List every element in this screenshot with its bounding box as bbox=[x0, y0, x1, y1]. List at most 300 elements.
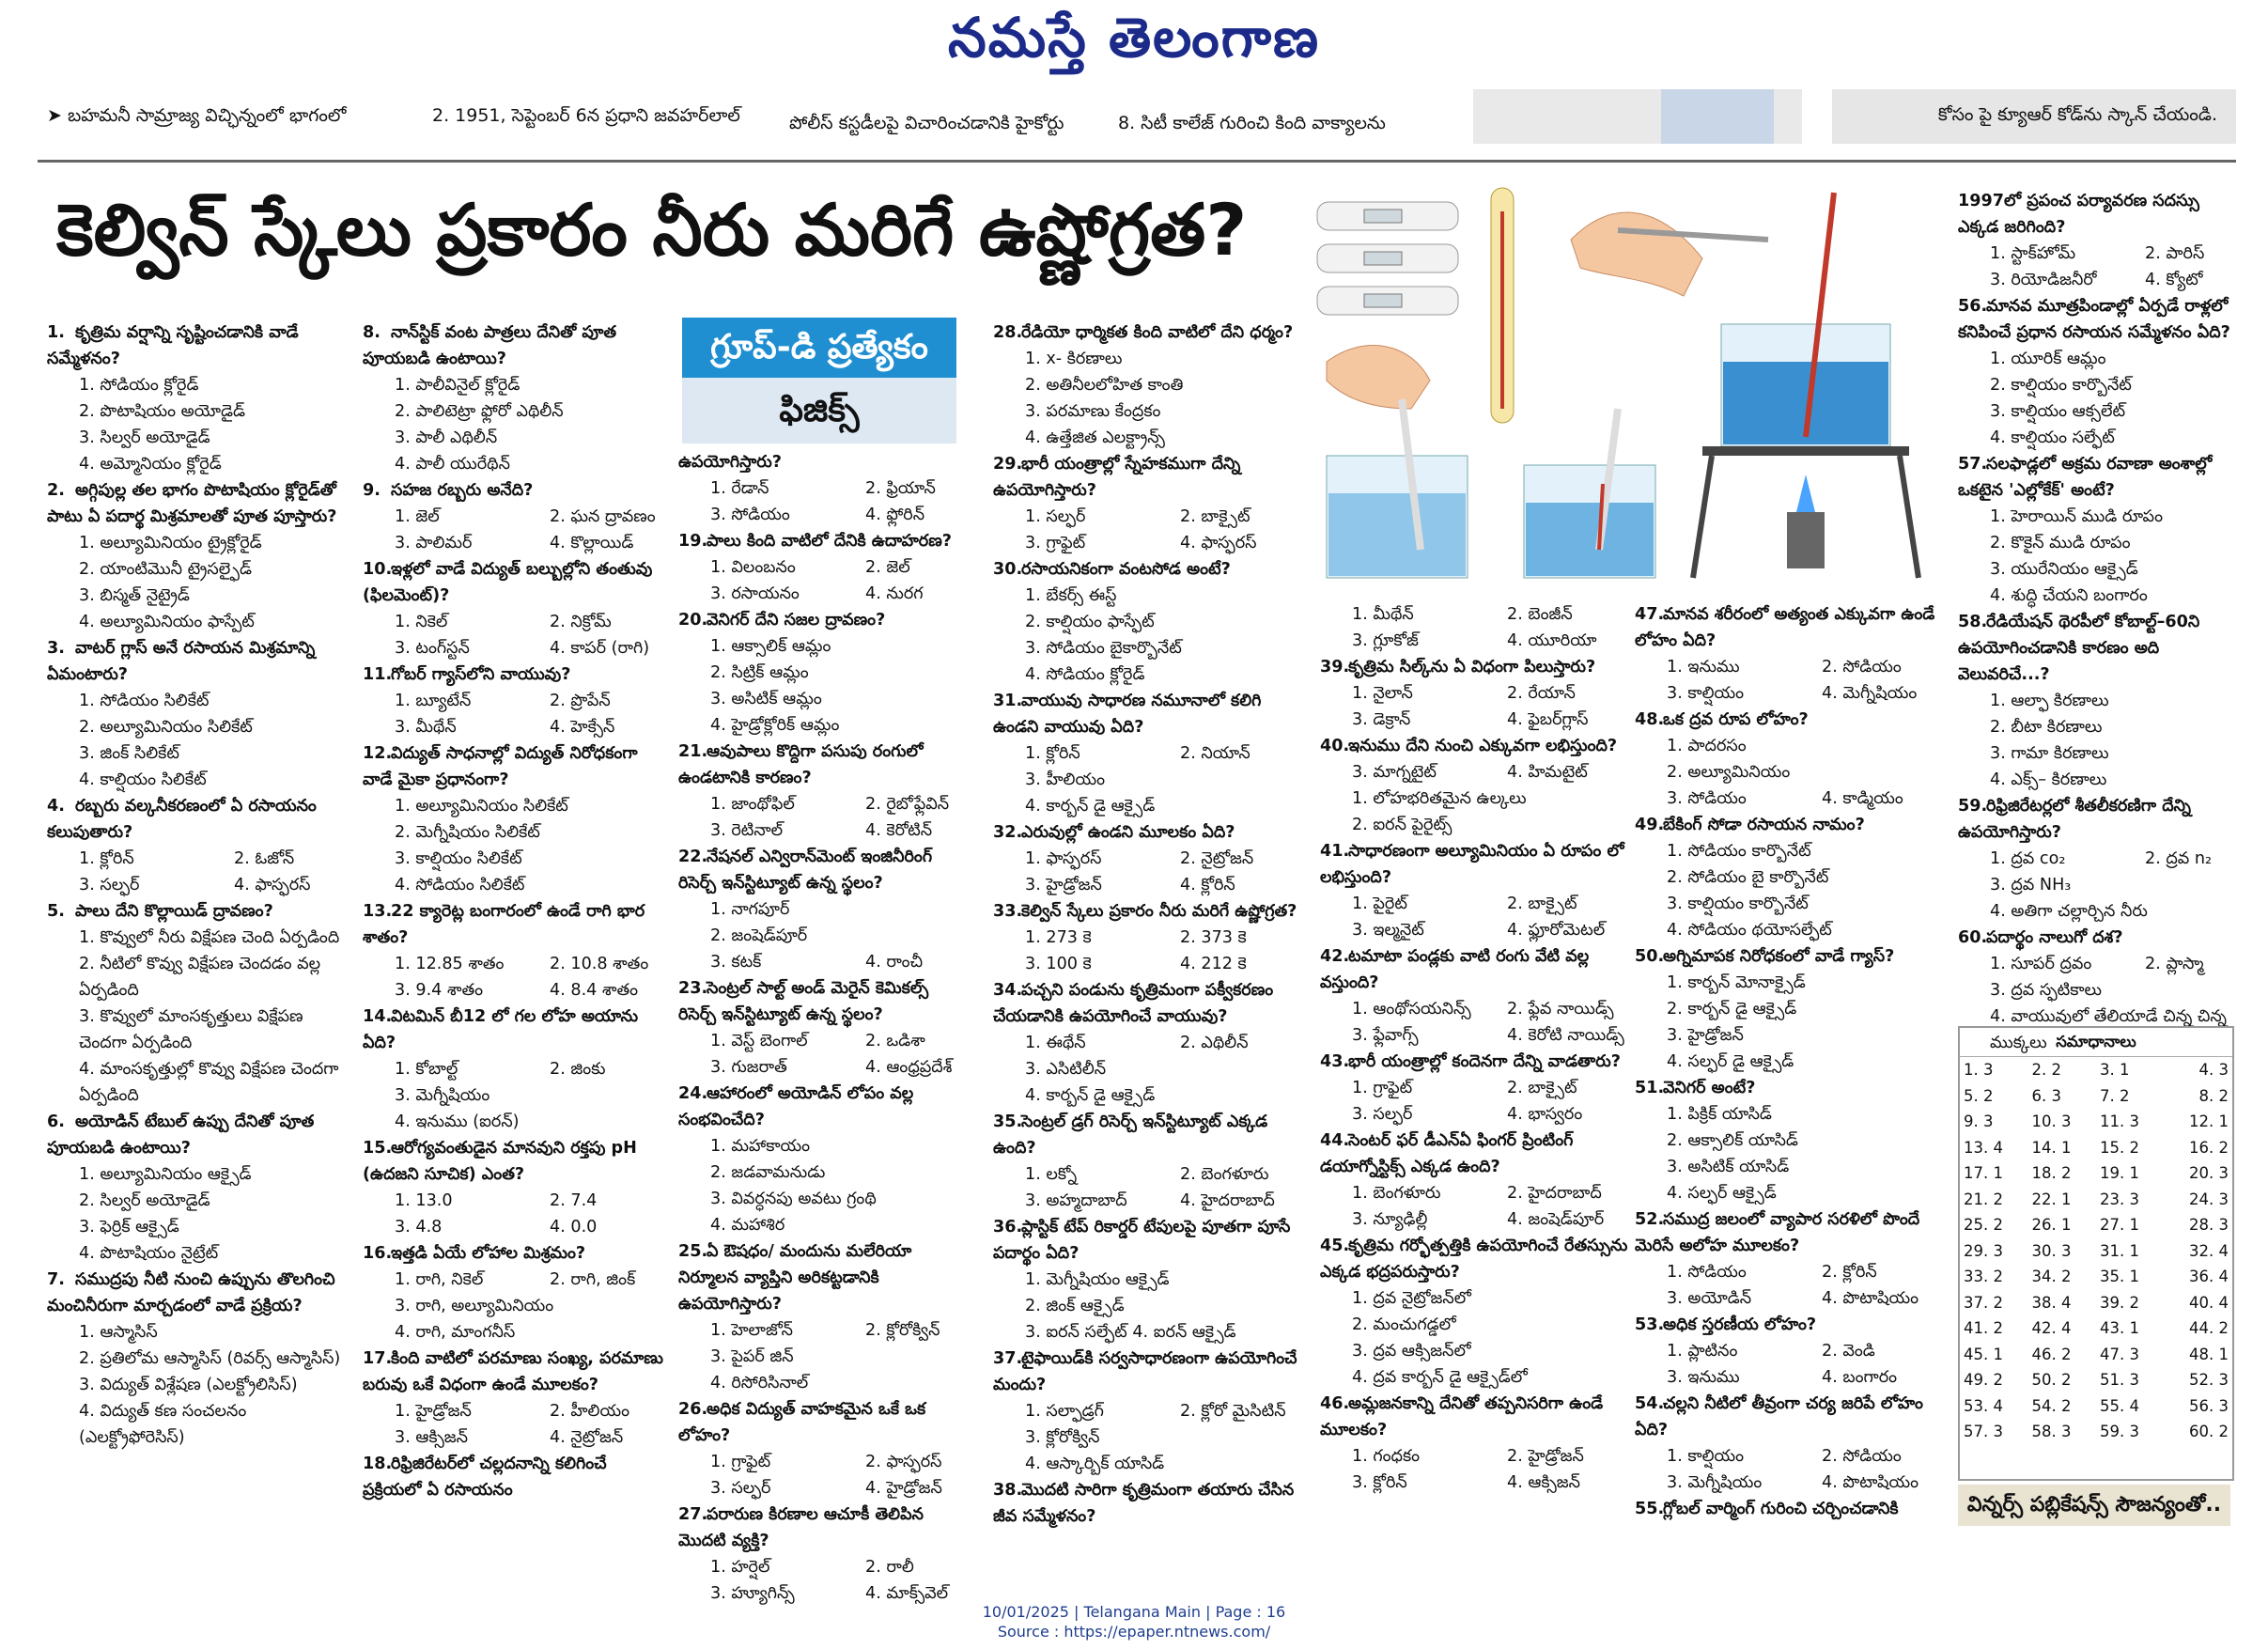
footer-date-line: 10/01/2025 | Telangana Main | Page : 16 bbox=[982, 1603, 1286, 1621]
option: 4. ఫైబర్‌గ్లాస్ bbox=[1507, 710, 1589, 729]
option: 2. నీటిలో కొవ్వు విక్షేపణ చెందడం వల్ల ఏర్పడింది bbox=[79, 955, 321, 1000]
option: 2. అతినీలలోహిత కాంతి bbox=[1025, 376, 1184, 395]
question-number: 56. bbox=[1958, 297, 1988, 316]
question-line bbox=[1635, 1496, 1945, 1522]
option: 1. హెరాయిన్ ముడి రూపం bbox=[1990, 507, 2163, 526]
question-block bbox=[1635, 943, 1945, 1075]
option: 3. రాగి, అల్యూమినియం bbox=[395, 1297, 554, 1315]
option: 2. బాక్సైట్ bbox=[1507, 895, 1577, 913]
option: 4. అతిగా చల్లార్చిన నీరు bbox=[1990, 902, 2148, 921]
question-block bbox=[363, 1451, 663, 1503]
answer-cell: 26. 1 bbox=[2031, 1216, 2072, 1235]
answer-cell: 33. 2 bbox=[1964, 1268, 2003, 1286]
question-block bbox=[47, 635, 348, 793]
question-block bbox=[1958, 793, 2240, 925]
question-text: నాన్‌స్టిక్ వంట పాత్రలు దేనితో పూత పూయబడి ఉంటాయి? bbox=[363, 323, 617, 368]
question-block bbox=[993, 451, 1303, 556]
answer-row bbox=[1960, 1135, 2232, 1161]
question-text: కృత్రిమ వర్షాన్ని సృష్టించడానికి వాడే సమ్మేళనం? bbox=[47, 323, 299, 368]
question-line bbox=[678, 607, 960, 633]
option: 3. పాలీ ఎథిలీన్ bbox=[395, 428, 498, 447]
option: 1. యూరిక్ ఆమ్లం bbox=[1990, 350, 2106, 368]
question-number: 11. bbox=[363, 665, 393, 684]
option: 2. నియాన్ bbox=[1180, 744, 1251, 763]
answer-cell: 25. 2 bbox=[1964, 1216, 2003, 1235]
beaker-icon bbox=[1327, 399, 1655, 578]
section-badge bbox=[682, 318, 956, 443]
question-block bbox=[363, 1346, 663, 1451]
answer-row bbox=[1960, 1057, 2232, 1083]
question-line bbox=[363, 898, 663, 951]
option-row bbox=[993, 1188, 1303, 1214]
question-line bbox=[993, 1109, 1303, 1161]
question-block bbox=[1635, 601, 1945, 707]
question-line bbox=[1635, 1075, 1945, 1101]
question-block bbox=[363, 661, 663, 740]
question-number: 24. bbox=[678, 1084, 708, 1103]
option: 3. గ్లూకోజ్ bbox=[1352, 631, 1419, 650]
question-line bbox=[993, 819, 1303, 846]
option-row bbox=[678, 554, 960, 581]
answer-key bbox=[1958, 1026, 2234, 1481]
option: 3. ఎసిటిలీన్ bbox=[1025, 1060, 1107, 1079]
answer-cell: 14. 1 bbox=[2031, 1138, 2072, 1157]
answer-row bbox=[1960, 1393, 2232, 1420]
question-number: 23. bbox=[678, 979, 708, 998]
qr-note bbox=[1832, 89, 2236, 144]
answer-table bbox=[1960, 1057, 2232, 1445]
option-row bbox=[1320, 996, 1630, 1022]
option: 2. బెంగళూరు bbox=[1180, 1165, 1269, 1184]
question-text: విద్యుత్ సాధనాల్లో విద్యుత్ నిరోధకంగా వాడే మైకా ప్రధానంగా? bbox=[363, 744, 638, 789]
option: 3. మీథేన్ bbox=[395, 718, 457, 737]
option: 4. అల్యూమినియం ఫాస్పేట్ bbox=[79, 613, 255, 631]
option: 2. ప్రతిలోమ ఆస్మాసిస్ (రివర్స్ ఆస్మాసిస్) bbox=[79, 1349, 341, 1368]
option: 1. జాంథోఫిల్ bbox=[710, 795, 795, 814]
question-text: అయోడిన్ టేబుల్ ఉప్పు దేనితో పూత పూయబడి ఉంటాయి? bbox=[47, 1112, 315, 1158]
option: 4. సోడియం థయోసల్ఫేట్ bbox=[1667, 921, 1832, 940]
question-number: 44. bbox=[1320, 1131, 1350, 1150]
answer-cell: 11. 3 bbox=[2100, 1112, 2139, 1131]
option: 2. పారిస్ bbox=[2145, 244, 2205, 263]
question-block bbox=[678, 1501, 960, 1607]
option-row bbox=[993, 740, 1303, 767]
option-row bbox=[1320, 680, 1630, 707]
question-block bbox=[1320, 838, 1630, 943]
question-number: 22. bbox=[678, 848, 708, 866]
question-block bbox=[678, 844, 960, 975]
answer-cell: 52. 3 bbox=[2189, 1371, 2229, 1390]
answer-cell: 44. 2 bbox=[2189, 1319, 2229, 1338]
option: 4. సోడియం క్లోరైడ్ bbox=[1025, 665, 1145, 684]
option: 3. ఇల్మనైట్ bbox=[1352, 921, 1424, 940]
question-block bbox=[993, 688, 1303, 819]
option-row bbox=[1635, 654, 1945, 680]
option-row bbox=[363, 609, 663, 635]
option: 2. క్లోరోక్విన్ bbox=[865, 1321, 940, 1340]
option: 2. ఆక్సాలిక్ యాసిడ్ bbox=[1667, 1131, 1798, 1150]
option: 1. పిక్రిక్ యాసిడ్ bbox=[1667, 1105, 1772, 1124]
option: 4. హైదరాబాద్ bbox=[1180, 1191, 1275, 1210]
option: 2. 10.8 శాతం bbox=[550, 955, 649, 973]
option: 4. కాల్షియం సల్ఫేట్ bbox=[1990, 428, 2115, 447]
option: 4. జంషెడ్‌పూర్ bbox=[1507, 1210, 1605, 1229]
question-line bbox=[47, 635, 348, 688]
option: 1. బేకర్స్ ఈస్ట్ bbox=[1025, 586, 1117, 605]
question-line bbox=[47, 793, 348, 846]
question-line bbox=[993, 688, 1303, 740]
question-line bbox=[363, 1135, 663, 1188]
question-line bbox=[1635, 1206, 1945, 1259]
question-line bbox=[363, 661, 663, 688]
answer-cell: 41. 2 bbox=[1964, 1319, 2003, 1338]
option: 3. సోడియం బైకార్బొనేట్ bbox=[1025, 639, 1182, 658]
question-text: టైఫాయిడ్‌కి సర్వసాధారణంగా ఉపయోగించే మందు? bbox=[993, 1349, 1297, 1394]
question-block bbox=[678, 1081, 960, 1238]
option: 4. పొటాషియం bbox=[1822, 1289, 1919, 1308]
question-number: 40. bbox=[1320, 737, 1350, 755]
option-row bbox=[1320, 1101, 1630, 1128]
option-row bbox=[1320, 891, 1630, 917]
option: 2. జడవామనుడు bbox=[710, 1163, 826, 1182]
question-line bbox=[1320, 1391, 1630, 1443]
option-row bbox=[1320, 1206, 1630, 1233]
option: 3. అసిటిక్ యాసిడ్ bbox=[1667, 1158, 1790, 1176]
option: 4. యూరియా bbox=[1507, 631, 1597, 650]
question-column-6 bbox=[1635, 601, 1945, 1522]
answer-cell: 2. 2 bbox=[2031, 1061, 2061, 1080]
option-row bbox=[678, 791, 960, 817]
question-text: కృత్రిమ సిల్క్‌ను ఏ విధంగా పిలుస్తారు? bbox=[1348, 658, 1596, 677]
answer-cell: 28. 3 bbox=[2189, 1216, 2229, 1235]
option: 1. కాల్షియం bbox=[1667, 1447, 1745, 1466]
option: 1. ద్రవ co₂ bbox=[1990, 849, 2066, 868]
answer-row bbox=[1960, 1342, 2232, 1368]
question-block bbox=[993, 319, 1303, 451]
option: 4. భాస్వరం bbox=[1507, 1105, 1583, 1124]
option: 3. కాల్షియం bbox=[1667, 684, 1745, 703]
option: 3. హీలియం bbox=[1025, 770, 1105, 789]
option: 2. ఫాస్ఫరస్ bbox=[865, 1453, 942, 1471]
question-text: పదార్థం నాలుగో దశ? bbox=[1986, 928, 2123, 947]
option: 1. నైలాన్ bbox=[1352, 684, 1413, 703]
answer-cell: 24. 3 bbox=[2189, 1190, 2229, 1208]
question-line bbox=[678, 1396, 960, 1449]
question-block bbox=[1635, 1206, 1945, 1312]
question-text: సహజ రబ్బరు అనేది? bbox=[391, 481, 534, 500]
answer-cell: 53. 4 bbox=[1964, 1396, 2003, 1415]
question-text: ఒక ద్రవ రూప లోహం? bbox=[1663, 710, 1809, 729]
option: 4. మెగ్నీషియం bbox=[1822, 684, 1918, 703]
option-row bbox=[1958, 846, 2240, 872]
question-block bbox=[1635, 707, 1945, 812]
option: 2. పాలిటెట్రా ఫ్లోరో ఎథిలీన్ bbox=[395, 402, 564, 421]
question-text: వాయువు సాధారణ నమూనాలో కలిగి ఉండని వాయువు ఏది? bbox=[993, 692, 1262, 737]
option: 3. ద్రవ స్ఫటికాలు bbox=[1990, 981, 2103, 1000]
question-text: టమాటా పండ్లకు వాటి రంగు వేటి వల్ల వస్తుంది? bbox=[1320, 947, 1590, 992]
answer-cell: 19. 1 bbox=[2100, 1164, 2139, 1183]
question-block bbox=[1635, 1496, 1945, 1522]
question-number: 37. bbox=[993, 1349, 1023, 1368]
question-number: 8. bbox=[363, 323, 381, 342]
option: 3. హైడ్రోజన్ bbox=[1025, 876, 1102, 895]
option: 1. మహాకాయం bbox=[710, 1137, 811, 1156]
question-line bbox=[993, 1346, 1303, 1398]
option: 1. ప్లాటినం bbox=[1667, 1342, 1738, 1361]
option: 1. సోడియం కార్బొనేట్ bbox=[1667, 842, 1811, 861]
question-block bbox=[1320, 1391, 1630, 1496]
footer-source-line: Source : https://epaper.ntnews.com/ bbox=[997, 1623, 1271, 1641]
option: 3. ఆక్సిజన్ bbox=[395, 1428, 468, 1447]
option-row bbox=[1635, 1443, 1945, 1470]
question-column-5 bbox=[1320, 601, 1630, 1496]
option: 3. పాలిమర్ bbox=[395, 534, 473, 552]
divider bbox=[38, 160, 2236, 163]
question-number: 32. bbox=[993, 823, 1023, 842]
question-block bbox=[678, 1396, 960, 1501]
answer-cell: 8. 2 bbox=[2198, 1086, 2229, 1105]
question-text: మానవ శరీరంలో అత్యంత ఎక్కువగా ఉండే లోహం ఏది? bbox=[1635, 605, 1935, 650]
option: 3. ద్రవ NH₃ bbox=[1990, 876, 2072, 895]
option: 3. బిస్మత్ నైట్రైడ్ bbox=[79, 586, 190, 605]
option: 2. ఫ్లేవ నాయిడ్స్ bbox=[1507, 1000, 1614, 1019]
option: 1. అల్యూమినియం సిలికేట్ bbox=[395, 797, 568, 816]
question-number: 31. bbox=[993, 692, 1023, 710]
option: 3. మాగ్నటైట్ bbox=[1352, 763, 1437, 782]
question-text: మానవ మూత్రపిండాల్లో ఏర్పడే రాళ్లలో కనిపించే ప్రధాన రసాయన సమ్మేళనం ఏది? bbox=[1958, 297, 2230, 342]
option: 3. రియోడిజనీరో bbox=[1990, 271, 2097, 289]
question-text: వాటర్ గ్లాస్ అనే రసాయన మిశ్రమాన్ని ఏమంటారు? bbox=[47, 639, 316, 684]
option: 1. అల్యూమినియం ఆక్సైడ్ bbox=[79, 1165, 252, 1184]
answer-cell: 43. 1 bbox=[2100, 1319, 2139, 1338]
question-number: 39. bbox=[1320, 658, 1350, 677]
option: 2. హైడ్రోజన్ bbox=[1507, 1447, 1584, 1466]
question-line bbox=[1635, 812, 1945, 838]
option-row bbox=[678, 1554, 960, 1580]
question-line bbox=[1320, 1049, 1630, 1075]
option: 3. క్లోరోక్విన్ bbox=[1025, 1428, 1100, 1447]
answer-row bbox=[1960, 1212, 2232, 1238]
answer-cell: 23. 3 bbox=[2100, 1190, 2139, 1208]
option: 4. కెరోటి నాయిడ్స్ bbox=[1507, 1026, 1624, 1045]
option: 3. పరమాణు కేంద్రకం bbox=[1025, 402, 1161, 421]
option: 3. యురేనియం ఆక్సైడ్ bbox=[1990, 560, 2138, 579]
option-row bbox=[1320, 1180, 1630, 1206]
option-row bbox=[47, 846, 348, 872]
option: 1. పాదరసం bbox=[1667, 737, 1747, 755]
answer-cell: 13. 4 bbox=[1964, 1138, 2003, 1157]
option: 4. నురగ bbox=[865, 584, 924, 603]
question-number: 9. bbox=[363, 481, 381, 500]
answer-row bbox=[1960, 1290, 2232, 1316]
question-line bbox=[1320, 1128, 1630, 1180]
question-block bbox=[47, 319, 348, 477]
option: 3. 100 కె bbox=[1025, 955, 1092, 973]
question-line bbox=[1958, 451, 2240, 504]
answer-cell: 21. 2 bbox=[1964, 1190, 2003, 1208]
question-block bbox=[47, 793, 348, 898]
option: 2. ద్రవ n₂ bbox=[2145, 849, 2213, 868]
question-line bbox=[1635, 601, 1945, 654]
option: 2. పొటాషియం అయోడైడ్ bbox=[79, 402, 246, 421]
option: 3. గుజరాత్ bbox=[710, 1058, 787, 1077]
answer-cell: 54. 2 bbox=[2031, 1396, 2072, 1415]
question-text: అధిక విద్యుత్ వాహకమైన ఒకే ఒక లోహం? bbox=[678, 1400, 926, 1445]
option: 3. డెక్రాన్ bbox=[1352, 710, 1411, 729]
question-number: 48. bbox=[1635, 710, 1665, 729]
question-line bbox=[993, 451, 1303, 504]
question-block bbox=[1320, 943, 1630, 1049]
option: 4. పాలీ యురేథిన్ bbox=[395, 455, 510, 474]
option-row bbox=[678, 581, 960, 607]
qr-note-text: కోసం పై క్యూఆర్ కోడ్‌ను స్కాన్ చేయండి. bbox=[1937, 104, 2217, 125]
option: 4. ద్రవ కార్బన్ డై ఆక్సైడ్‌లో bbox=[1352, 1368, 1528, 1387]
question-number: 10. bbox=[363, 560, 393, 579]
option: 4. రాగి, మాంగనీస్ bbox=[395, 1323, 516, 1342]
question-line bbox=[363, 319, 663, 372]
question-number: 4. bbox=[47, 797, 65, 816]
option: 3. టంగ్‌స్టన్ bbox=[395, 639, 470, 658]
question-number: 1. bbox=[47, 323, 65, 342]
option: 2. రైబోఫ్లేవిన్ bbox=[865, 795, 950, 814]
option: 1. సోడియం bbox=[1667, 1263, 1747, 1282]
option: 4. కార్బన్ డై ఆక్సైడ్ bbox=[1025, 1086, 1156, 1105]
answer-cell: 18. 2 bbox=[2031, 1164, 2072, 1183]
question-block bbox=[1320, 1128, 1630, 1233]
option: 4. రాంచీ bbox=[865, 953, 924, 972]
option: 3. కాల్షియం కార్బొనేట్ bbox=[1667, 895, 1809, 913]
question-text: విటమిన్ బీ12 లో గల లోహ అయాను ఏది? bbox=[363, 1007, 639, 1052]
option: 4. క్యోటో bbox=[2145, 271, 2203, 289]
question-line bbox=[363, 1240, 663, 1267]
option: 4. ఆంధ్రప్రదేశ్ bbox=[865, 1058, 953, 1077]
question-line bbox=[1958, 188, 2240, 241]
answer-row bbox=[1960, 1160, 2232, 1187]
question-number: 21. bbox=[678, 742, 708, 761]
option-row bbox=[1958, 241, 2240, 267]
question-block bbox=[678, 975, 960, 1081]
option: 2. ఓజోన్ bbox=[234, 849, 295, 868]
question-text: రిఫ్రిజిరేటర్లలో శీతలీకరణిగా దేన్ని ఉపయోగిస్తారు? bbox=[1958, 797, 2191, 842]
question-block bbox=[1320, 1233, 1630, 1391]
option-row bbox=[363, 1267, 663, 1293]
option: 2. ప్రొపేన్ bbox=[550, 692, 611, 710]
question-number: 15. bbox=[363, 1139, 393, 1158]
glass-thermometer-icon bbox=[1491, 188, 1514, 423]
question-block bbox=[1635, 812, 1945, 943]
option: 4. విద్యుత్ కణ సంచలనం (ఎలక్ట్రోఫోరెసిస్) bbox=[79, 1402, 247, 1447]
option: 3. కటక్ bbox=[710, 953, 762, 972]
option: 4. కాడ్మియం bbox=[1822, 789, 1903, 808]
question-line bbox=[1958, 609, 2240, 688]
option-row bbox=[1635, 1259, 1945, 1285]
question-number: 53. bbox=[1635, 1315, 1665, 1334]
question-line bbox=[993, 1214, 1303, 1267]
option: 4. ఆక్సిజన్ bbox=[1507, 1473, 1580, 1492]
question-number: 13. bbox=[363, 902, 393, 921]
option: 3. కాల్షియం సిలికేట్ bbox=[395, 849, 522, 868]
option-row bbox=[678, 1449, 960, 1475]
question-number: 19. bbox=[678, 532, 708, 551]
question-column-3 bbox=[678, 449, 960, 1607]
question-number: 41. bbox=[1320, 842, 1350, 861]
option: 4. ఫాస్ఫరస్ bbox=[234, 876, 311, 895]
option: 1. కార్బన్ మోనాక్సైడ్ bbox=[1667, 973, 1806, 992]
option: 2. సోడియం bbox=[1822, 1447, 1902, 1466]
question-block bbox=[1320, 601, 1630, 654]
option-row bbox=[678, 1475, 960, 1501]
option: 2. జింకు bbox=[550, 1060, 606, 1079]
answer-cell: 16. 2 bbox=[2189, 1138, 2229, 1157]
question-number: 38. bbox=[993, 1481, 1023, 1500]
question-line bbox=[1320, 1233, 1630, 1285]
question-text: ఆవుపాలు కొద్దిగా పసుపు రంగులో ఉండటానికి కారణం? bbox=[678, 742, 924, 787]
question-block bbox=[993, 977, 1303, 1109]
option: 2. ఐరన్ పైరైట్స్ bbox=[1352, 816, 1452, 834]
answer-row bbox=[1960, 1264, 2232, 1290]
option-row bbox=[678, 1054, 960, 1081]
option: 4. కొల్లాయిడ్ bbox=[550, 534, 634, 552]
option: 1. సోడియం సిలికేట్ bbox=[79, 692, 210, 710]
question-block bbox=[1320, 1049, 1630, 1128]
answer-cell: 51. 3 bbox=[2100, 1371, 2139, 1390]
question-number: 42. bbox=[1320, 947, 1350, 966]
question-line bbox=[1635, 1391, 1945, 1443]
option-row bbox=[993, 1030, 1303, 1056]
question-text: పాలు దేని కొల్లాయిడ్ ద్రావణం? bbox=[75, 902, 273, 921]
option: 1. మెగ్నీషియం ఆక్సైడ్ bbox=[1025, 1270, 1170, 1289]
answer-cell: 9. 3 bbox=[1964, 1112, 1994, 1131]
option-row bbox=[993, 1398, 1303, 1424]
question-number: 45. bbox=[1320, 1237, 1350, 1255]
answer-key-title: సమాధానాలు bbox=[1960, 1028, 2232, 1057]
option: 4. 8.4 శాతం bbox=[550, 981, 639, 1000]
strip-col-2 bbox=[432, 103, 789, 162]
option: 3. పైపర్ జిన్ bbox=[710, 1347, 794, 1366]
option-row bbox=[1320, 759, 1630, 786]
option-row bbox=[1635, 1285, 1945, 1312]
question-line bbox=[363, 1003, 663, 1056]
answer-cell: 40. 4 bbox=[2189, 1293, 2229, 1312]
option: 2. 7.4 bbox=[550, 1191, 598, 1210]
option-row bbox=[1320, 707, 1630, 733]
option: 2. కాల్షియం కార్బొనేట్ bbox=[1990, 376, 2132, 395]
option: 3. కాల్షియం ఆక్సలేట్ bbox=[1990, 402, 2126, 421]
person-photo bbox=[1661, 89, 1774, 144]
question-text: ఇత్తడి ఏయే లోహాల మిశ్రమం? bbox=[391, 1244, 586, 1263]
question-number: 54. bbox=[1635, 1394, 1665, 1413]
question-number: 14. bbox=[363, 1007, 393, 1026]
option: 4. కాల్షియం సిలికేట్ bbox=[79, 770, 207, 789]
option: 3. గామా కిరణాలు bbox=[1990, 744, 2109, 763]
option-row bbox=[1958, 688, 2240, 740]
question-number: 16. bbox=[363, 1244, 393, 1263]
option-row bbox=[1320, 628, 1630, 654]
question-line bbox=[1320, 733, 1630, 759]
question-text: ప్లాస్టిక్ టేప్ రికార్డర్ టేపులపై పూతగా పూసే పదార్థం ఏది? bbox=[993, 1218, 1291, 1263]
option: 2. సోడియం bbox=[1822, 658, 1902, 677]
option-row bbox=[363, 1398, 663, 1424]
question-number: 59. bbox=[1958, 797, 1988, 816]
question-text: కింది వాటిలో పరమాణు సంఖ్య, పరమాణు బరువు ఒకే విధంగా ఉండే మూలకం? bbox=[363, 1349, 663, 1394]
option: 1. ఫాస్ఫరస్ bbox=[1025, 849, 1102, 868]
answer-cell: 47. 3 bbox=[2100, 1345, 2139, 1363]
answer-cell: 38. 4 bbox=[2031, 1293, 2072, 1312]
option-row bbox=[993, 1056, 1303, 1109]
question-line bbox=[678, 739, 960, 791]
question-line bbox=[363, 740, 663, 793]
question-block bbox=[363, 556, 663, 661]
